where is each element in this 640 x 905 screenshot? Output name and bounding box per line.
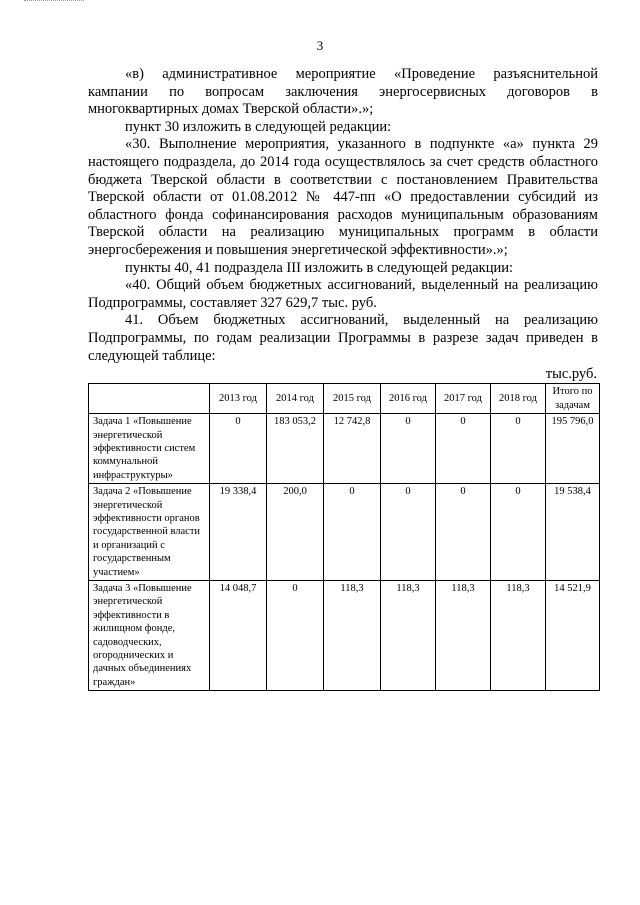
header-cell-2017: 2017 год	[436, 384, 491, 414]
value-cell: 183 053,2	[267, 414, 324, 484]
value-cell: 118,3	[491, 580, 546, 690]
task-cell: Задача 1 «Повышение энергетической эффективности систем коммунальной инфраструктуры»	[89, 414, 210, 484]
value-cell: 0	[436, 414, 491, 484]
value-cell: 14 048,7	[210, 580, 267, 690]
header-cell-2016: 2016 год	[381, 384, 436, 414]
paragraph-point-30-intro: пункт 30 изложить в следующей редакции:	[125, 118, 392, 135]
scan-edge-mark	[24, 0, 84, 4]
paragraph-point-30: «30. Выполнение мероприятия, указанного в подпункте «а» пункта 29 настоящего подраздела, до 2014 года осуществлялось за счет средств областного бюджета Тверской области в соответствии с постановлением Правительства Тверской области от 01.08.2012 № 447-пп «О предоставлении субсидий из областного фонда софинансирования расходов муниципальным образованиям Тверской области на реализацию муниципальных программ в области энергосбережения и повышения энергетической эффективности».»;	[88, 136, 598, 258]
value-cell: 12 742,8	[324, 414, 381, 484]
value-cell: 19 338,4	[210, 484, 267, 581]
total-cell: 14 521,9	[546, 580, 600, 690]
task-cell: Задача 2 «Повышение энергетической эффективности органов государственной власти и организаций с государственным участием»	[89, 484, 210, 581]
table-units: тыс.руб.	[545, 366, 597, 383]
value-cell: 118,3	[324, 580, 381, 690]
value-cell: 118,3	[381, 580, 436, 690]
value-cell: 200,0	[267, 484, 324, 581]
value-cell: 0	[267, 580, 324, 690]
paragraph-point-40: «40. Общий объем бюджетных ассигнований, выделенный на реализацию Подпрограммы, составляет 327 629,7 тыс. руб.	[88, 277, 598, 311]
total-cell: 19 538,4	[546, 484, 600, 581]
table-header-row	[89, 384, 600, 414]
paragraph-item-v: «в) административное мероприятие «Проведение разъяснительной кампании по вопросам заключения энергосервисных договоров в многоквартирных домах Тверской области».»;	[88, 66, 598, 118]
total-cell: 195 796,0	[546, 414, 600, 484]
value-cell: 0	[491, 414, 546, 484]
value-cell: 118,3	[436, 580, 491, 690]
document-body	[88, 66, 598, 691]
table-row	[89, 580, 600, 690]
table-row	[89, 484, 600, 581]
value-cell: 0	[436, 484, 491, 581]
page-number: 3	[316, 38, 324, 53]
value-cell: 0	[381, 414, 436, 484]
budget-table	[88, 383, 600, 691]
header-cell-total: Итого по задачам	[546, 384, 600, 414]
value-cell: 0	[491, 484, 546, 581]
task-cell: Задача 3 «Повышение энергетической эффективности в жилищном фонде, садоводческих, огороднических и дачных объединениях граждан»	[89, 580, 210, 690]
header-cell-2014: 2014 год	[267, 384, 324, 414]
header-cell-task	[89, 384, 210, 414]
header-cell-2013: 2013 год	[210, 384, 267, 414]
table-row	[89, 414, 600, 484]
value-cell: 0	[210, 414, 267, 484]
header-cell-2015: 2015 год	[324, 384, 381, 414]
value-cell: 0	[381, 484, 436, 581]
paragraph-points-40-41-intro: пункты 40, 41 подраздела III изложить в следующей редакции:	[125, 259, 514, 276]
paragraph-point-41: 41. Объем бюджетных ассигнований, выделенный на реализацию Подпрограммы, по годам реализации Программы в разрезе задач приведен в следующей таблице:	[88, 312, 598, 364]
value-cell: 0	[324, 484, 381, 581]
header-cell-2018: 2018 год	[491, 384, 546, 414]
